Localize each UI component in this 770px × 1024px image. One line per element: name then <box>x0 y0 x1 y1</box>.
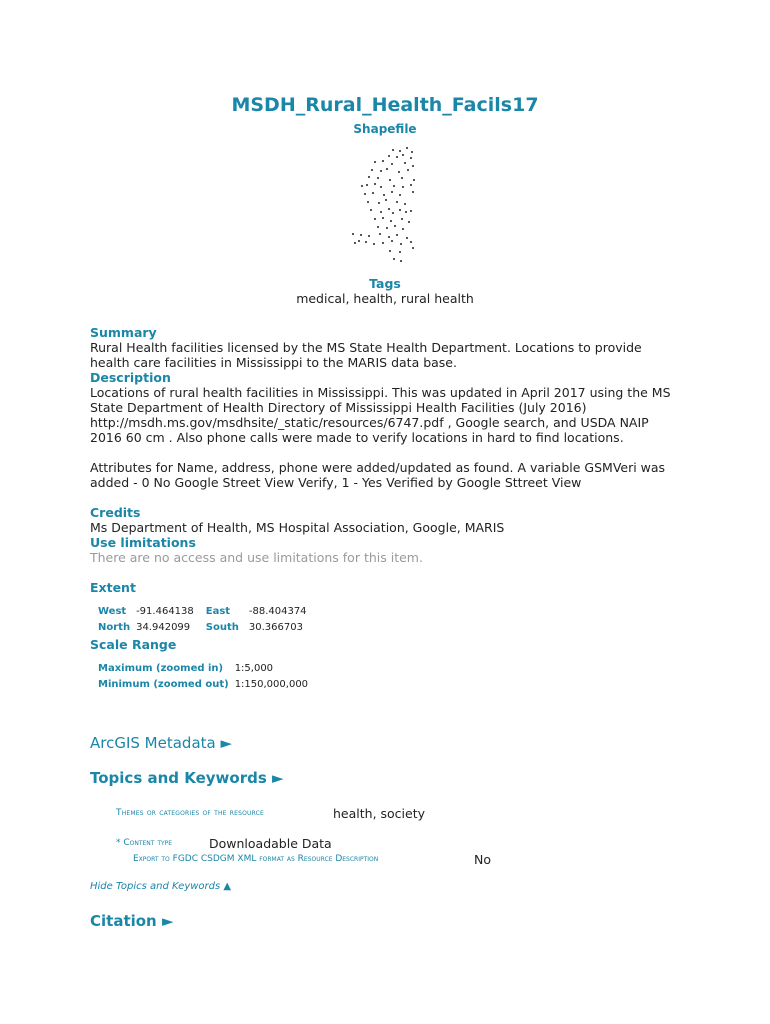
content-type-value: Downloadable Data <box>209 836 332 851</box>
page-title: MSDH_Rural_Health_Facils17 <box>231 94 539 116</box>
min-scale-value: 1:150,000,000 <box>234 678 309 690</box>
north-value: 34.942099 <box>136 621 191 633</box>
description-text: Locations of rural health facilities in Mississippi. This was updated in April 2017 using the MS State Department of Health Directory of Mississippi Health Facilities (July 2016) http://msdh.ms.gov/msdhsite/_static/resources/6747.pdf , Google search, and USDA NAIP 2016 60 cm . Also phone calls were made to verify locations in hard to find locations. <box>90 385 671 445</box>
page-subtitle: Shapefile <box>353 122 417 136</box>
credits-heading: Credits <box>90 505 141 520</box>
use-limitations-text: There are no access and use limitations for this item. <box>90 550 423 565</box>
export-label: Export to FGDC CSDGM XML format as Resource Description <box>133 854 379 864</box>
tags-heading: Tags <box>369 276 401 291</box>
thumbnail-map <box>345 142 425 266</box>
metadata-body <box>90 325 680 692</box>
tags-value: medical, health, rural health <box>296 291 474 306</box>
description-attributes: Attributes for Name, address, phone were added/updated as found. A variable GSMVeri was added - 0 No Google Street View Verify, 1 - Yes Verified by Google Sttreet View <box>90 460 666 490</box>
max-scale-value: 1:5,000 <box>234 662 274 674</box>
content-type-label: * Content type <box>116 838 173 848</box>
arcgis-metadata-toggle[interactable]: ArcGIS Metadata ► <box>90 734 233 752</box>
themes-value: health, society <box>333 806 426 821</box>
export-value: No <box>474 852 491 867</box>
citation-toggle[interactable]: Citation ► <box>90 912 174 930</box>
west-label: West <box>98 605 127 617</box>
description-heading: Description <box>90 370 171 385</box>
west-value: -91.464138 <box>136 605 194 617</box>
south-value: 30.366703 <box>248 621 303 633</box>
north-label: North <box>98 621 131 633</box>
extent-heading: Extent <box>90 580 136 595</box>
scale-range-table <box>98 660 314 692</box>
credits-text: Ms Department of Health, MS Hospital Association, Google, MARIS <box>90 520 505 535</box>
east-value: -88.404374 <box>248 605 307 617</box>
max-scale-label: Maximum (zoomed in) <box>98 662 224 674</box>
scale-range-heading: Scale Range <box>90 637 177 652</box>
topics-keywords-toggle[interactable]: Topics and Keywords ► <box>90 769 284 787</box>
use-limitations-heading: Use limitations <box>90 535 196 550</box>
summary-text: Rural Health facilities licensed by the MS State Health Department. Locations to provide health care facilities in Mississippi to the MARIS data base. <box>90 340 642 370</box>
east-label: East <box>205 605 231 617</box>
themes-label: Themes or categories of the resource <box>116 808 265 818</box>
extent-table <box>98 603 313 635</box>
south-label: South <box>205 621 239 633</box>
summary-heading: Summary <box>90 325 157 340</box>
hide-topics-link[interactable]: Hide Topics and Keywords ▲ <box>90 881 232 892</box>
min-scale-label: Minimum (zoomed out) <box>98 678 229 690</box>
